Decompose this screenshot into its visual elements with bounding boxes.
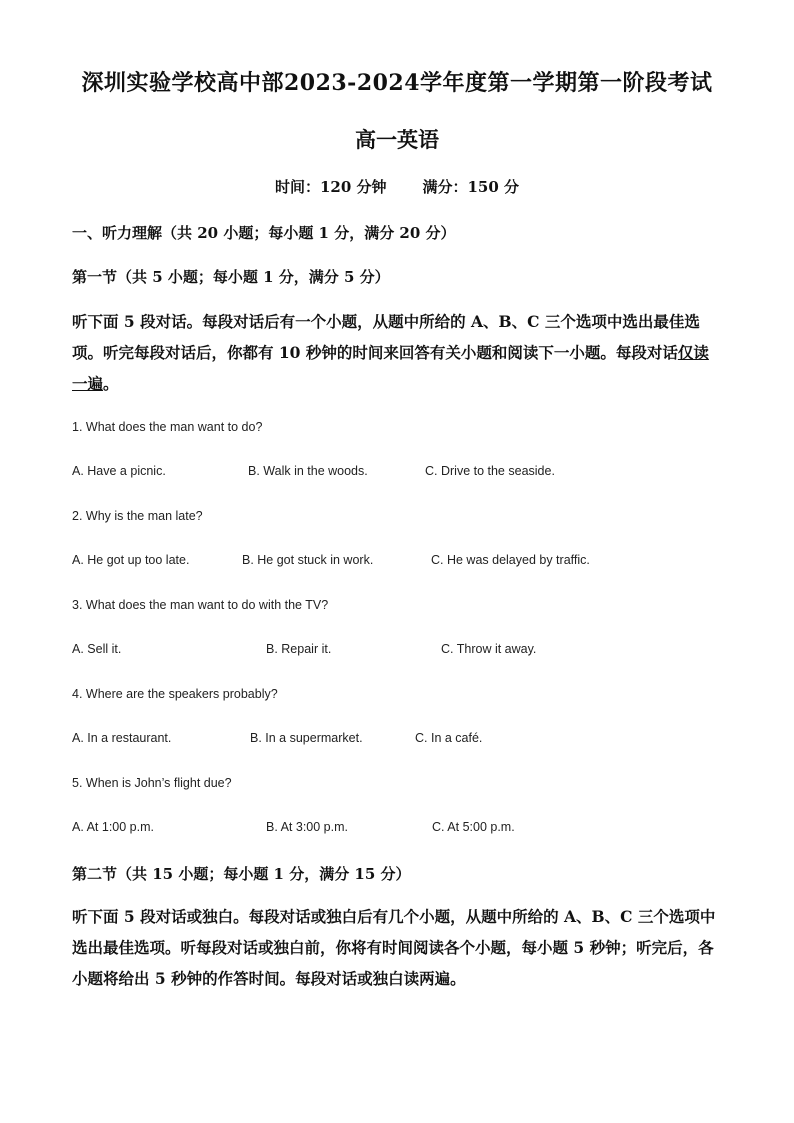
part1-instructions-underlined: 仅读一遍 — [72, 343, 709, 393]
exam-full-score: 满分：150 分 — [422, 178, 520, 196]
part1-instructions-end: 。 — [103, 374, 119, 393]
subject-title: 高一英语 — [355, 127, 439, 152]
exam-title: 深圳实验学校高中部2023-2024学年度第一学期第一阶段考试 — [81, 70, 713, 96]
question-text: 5. When is John’s flight due? — [72, 776, 232, 790]
option-b: B. He got stuck in work. — [242, 553, 374, 567]
option-c: C. Drive to the seaside. — [425, 464, 555, 478]
part1-instructions-text: 听下面 5 段对话。每段对话后有一个小题，从题中所给的 A、B、C 三个选项中选出最佳选项。听完每段对话后，你都有 10 秒钟的时间来回答有关小题和阅读下一小题。每段对话 — [72, 312, 700, 362]
part1-instructions — [72, 306, 722, 399]
part1-heading: 第一节（共 5 小题；每小题 1 分，满分 5 分） — [72, 268, 390, 286]
option-b: B. Repair it. — [266, 642, 332, 656]
option-c: C. In a café. — [415, 731, 483, 745]
option-a: A. In a restaurant. — [72, 731, 172, 745]
question-text: 2. Why is the man late? — [72, 509, 203, 523]
option-a: A. Sell it. — [72, 642, 122, 656]
option-b: B. In a supermarket. — [250, 731, 363, 745]
option-b: B. Walk in the woods. — [248, 464, 368, 478]
section-heading: 一、听力理解（共 20 小题；每小题 1 分，满分 20 分） — [72, 224, 456, 242]
part2-heading: 第二节（共 15 小题；每小题 1 分，满分 15 分） — [72, 865, 411, 883]
question-text: 1. What does the man want to do? — [72, 420, 263, 434]
option-c: C. He was delayed by traffic. — [431, 553, 590, 567]
option-a: A. At 1:00 p.m. — [72, 820, 154, 834]
option-c: C. At 5:00 p.m. — [432, 820, 515, 834]
part2-instructions: 听下面 5 段对话或独白。每段对话或独白后有几个小题，从题中所给的 A、B、C 三个选项中选出最佳选项。听每段对话或独白前，你将有时间阅读各个小题，每小题 5 秒钟；听完后，各小题将给出 5 秒钟的作答时间。每段对话或独白读两遍。 — [72, 907, 716, 988]
option-a: A. He got up too late. — [72, 553, 190, 567]
option-c: C. Throw it away. — [441, 642, 537, 656]
option-a: A. Have a picnic. — [72, 464, 166, 478]
exam-time-score — [0, 176, 794, 197]
option-b: B. At 3:00 p.m. — [266, 820, 348, 834]
question-text: 4. Where are the speakers probably? — [72, 687, 278, 701]
question-text: 3. What does the man want to do with the TV? — [72, 598, 329, 612]
exam-time: 时间：120 分钟 — [274, 178, 387, 196]
